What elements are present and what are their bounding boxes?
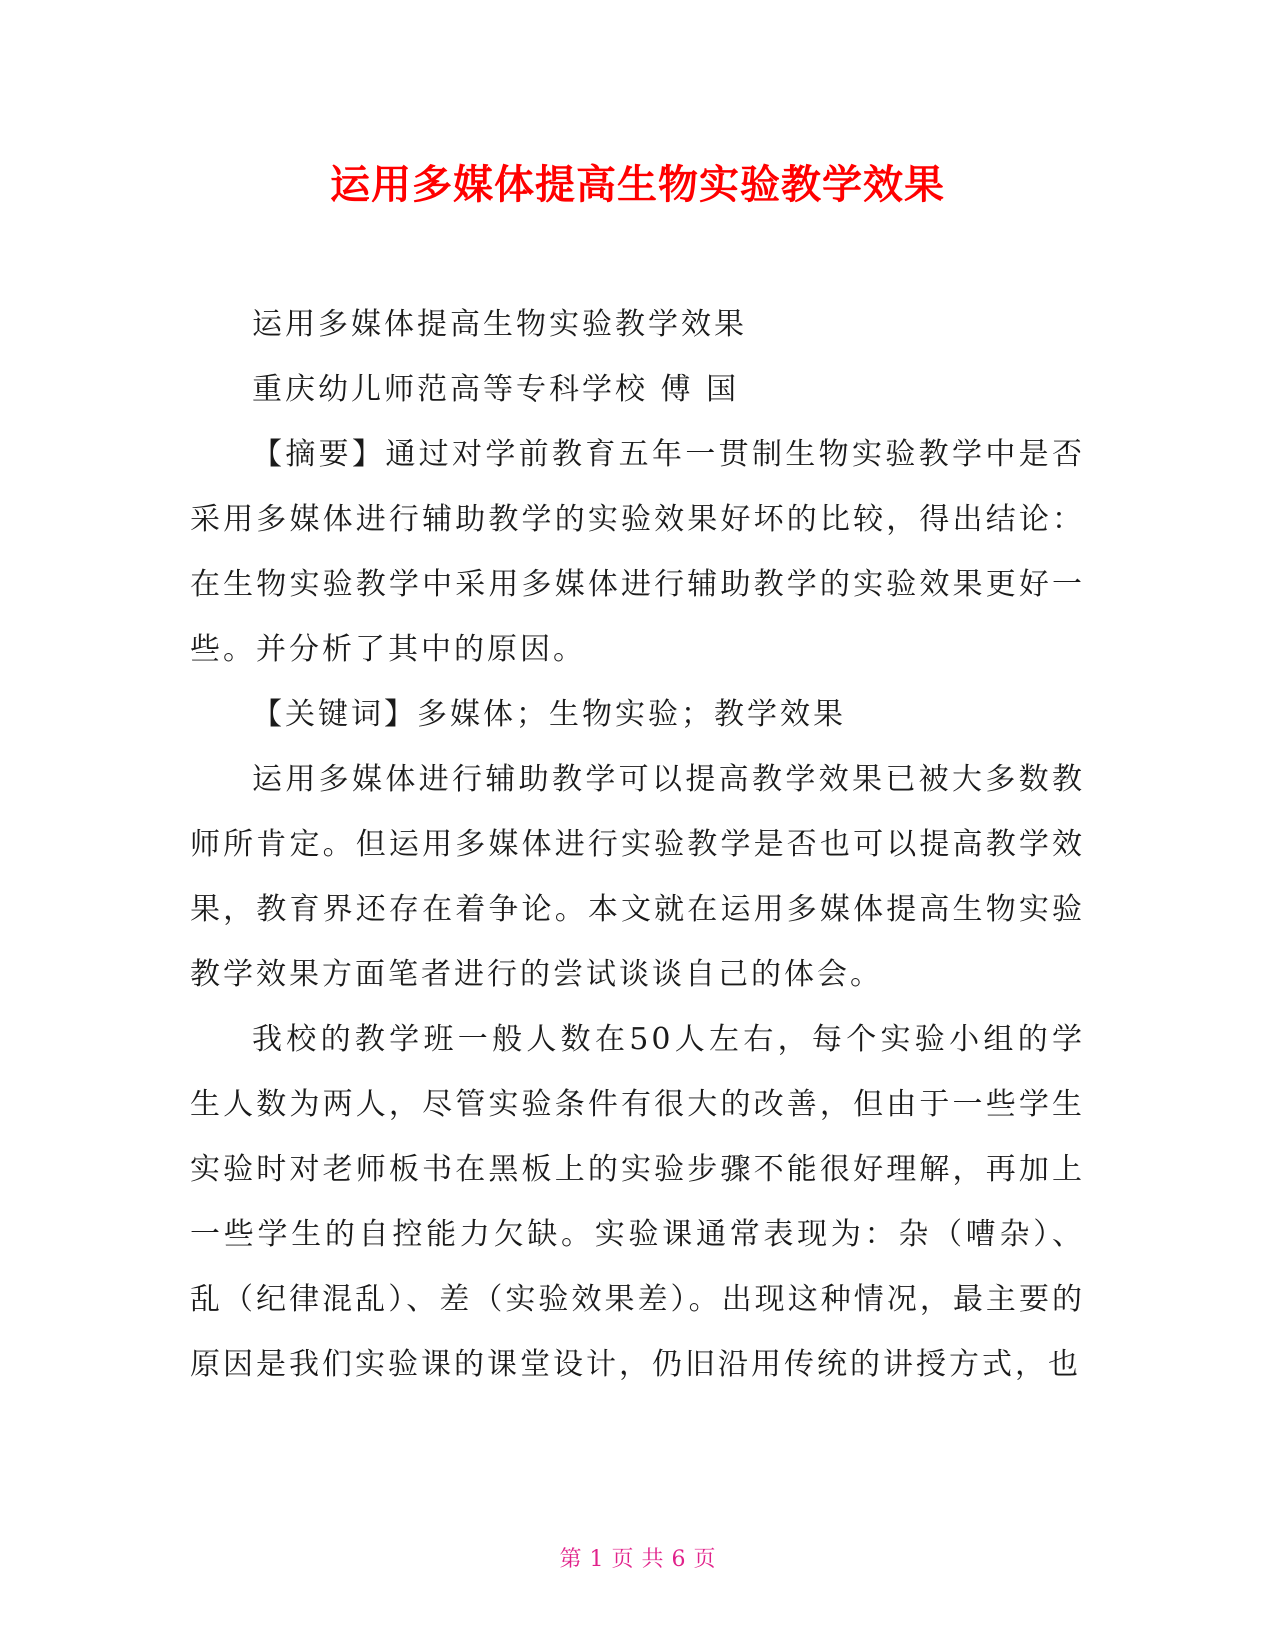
keywords-paragraph: 【关键词】多媒体；生物实验；教学效果	[252, 697, 846, 732]
footer-page-label: 第	[559, 1547, 582, 1572]
page-title: 运用多媒体提高生物实验教学效果	[330, 162, 945, 208]
footer-total-unit: 页	[693, 1547, 716, 1572]
footer-total-label: 共	[641, 1547, 664, 1572]
footer-page-unit: 页	[611, 1547, 634, 1572]
footer-total-pages: 6	[671, 1547, 686, 1572]
page-footer	[0, 1545, 1275, 1575]
abstract-paragraph: 【摘要】通过对学前教育五年一贯制生物实验教学中是否采用多媒体进行辅助教学的实验效果好坏的比较，得出结论：在生物实验教学中采用多媒体进行辅助教学的实验效果更好一些。并分析了其中的原因。	[190, 437, 1085, 667]
author-paragraph: 重庆幼儿师范高等专科学校 傅 国	[252, 372, 740, 407]
document-body	[190, 292, 1085, 1397]
body-paragraph: 我校的教学班一般人数在50人左右，每个实验小组的学生人数为两人，尽管实验条件有很大的改善，但由于一些学生实验时对老师板书在黑板上的实验步骤不能很好理解，再加上一些学生的自控能力欠缺。实验课通常表现为：杂（嘈杂）、乱（纪律混乱）、差（实验效果差）。出现这种情况，最主要的原因是我们实验课的课堂设计，仍旧沿用传统的讲授方式，也	[190, 1022, 1085, 1382]
intro-paragraph: 运用多媒体进行辅助教学可以提高教学效果已被大多数教师所肯定。但运用多媒体进行实验教学是否也可以提高教学效果，教育界还存在着争论。本文就在运用多媒体提高生物实验教学效果方面笔者进行的尝试谈谈自己的体会。	[190, 762, 1085, 992]
footer-current-page: 1	[589, 1547, 604, 1572]
subtitle-paragraph: 运用多媒体提高生物实验教学效果	[252, 307, 747, 342]
